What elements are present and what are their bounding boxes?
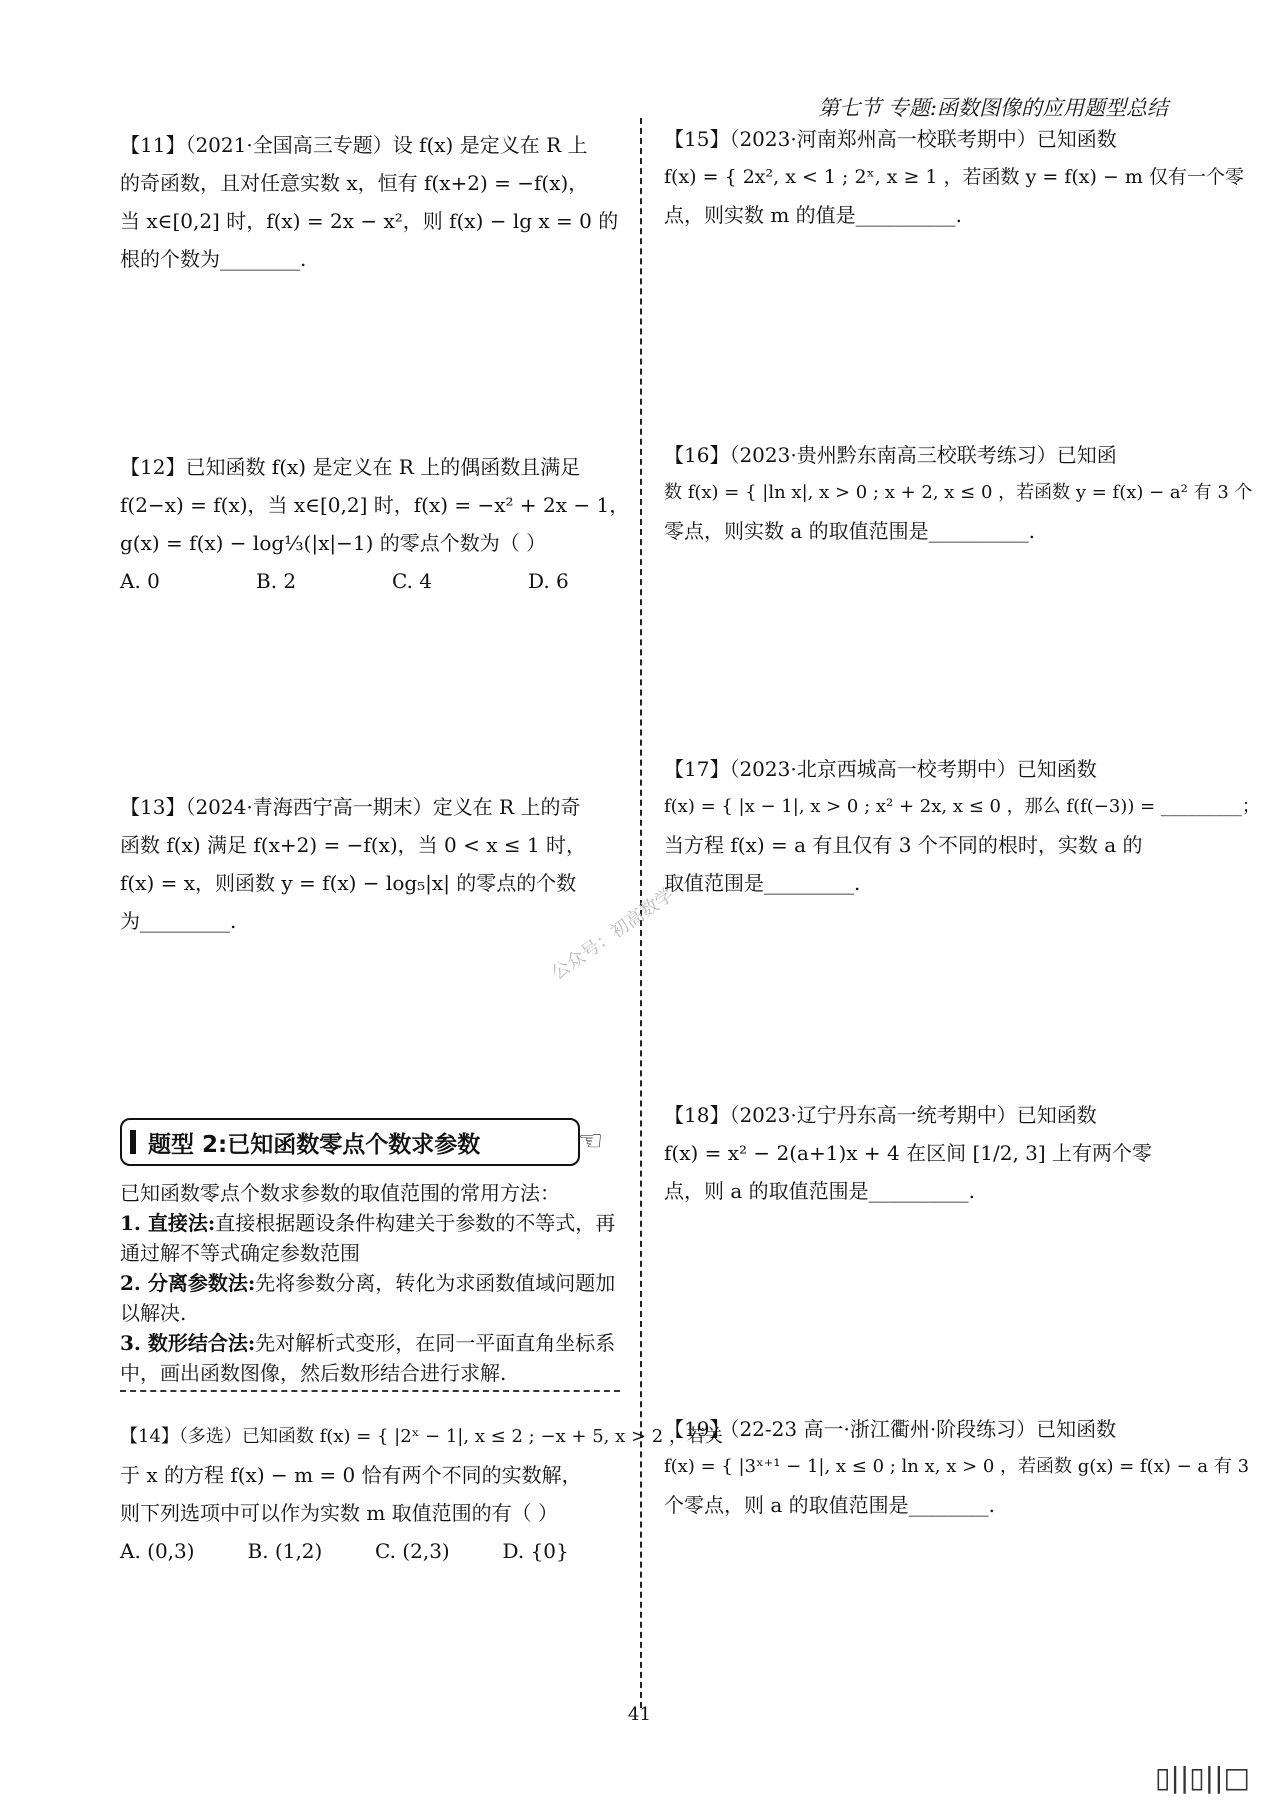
problem-19 [664,1410,1249,1524]
option-c: C. (2,3) [375,1539,450,1563]
problem-line: 【14】（多选）已知函数 f(x) = { |2ˣ − 1|, x ≤ 2 ; −x + 5, x > 2 ，若关 [120,1426,723,1447]
problem-line: 取值范围是_________. [664,871,861,895]
problem-line: f(x) = x，则函数 y = f(x) − log₅|x| 的零点的个数 [120,871,577,895]
method-block [120,1178,620,1388]
options-row [120,562,664,600]
option-c: C. 4 [392,569,433,593]
pointing-hand-icon: ☜ [578,1124,604,1157]
problem-14 [120,1418,723,1570]
watermark: 公众号：初高数学 [547,884,678,985]
problem-line: 的奇函数，且对任意实数 x，恒有 f(x+2) = −f(x)， [120,171,589,195]
problem-line: 点，则实数 m 的值是__________. [664,203,963,227]
problem-line: 零点，则实数 a 的取值范围是__________. [664,519,1035,543]
problem-line: 当方程 f(x) = a 有且仅有 3 个不同的根时，实数 a 的 [664,833,1143,857]
problem-line: 【16】（2023·贵州黔东南高三校联考练习）已知函 [664,443,1117,467]
problem-line: 个零点，则 a 的取值范围是________. [664,1493,995,1517]
page-header: 第七节 专题:函数图像的应用题型总结 [818,96,1168,120]
option-b: B. 2 [256,569,297,593]
method-2 [120,1268,620,1328]
problem-line: f(x) = x² − 2(a+1)x + 4 在区间 [1/2, 3] 上有两个零 [664,1141,1153,1165]
problem-15 [664,120,1244,234]
option-a: A. (0,3) [120,1539,195,1563]
problem-12 [120,448,664,600]
method-3-text: 先对解析式变形，在同一平面直角坐标系中，画出函数图像，然后数形结合进行求解. [120,1331,616,1385]
method-1-title: 1. 直接法: [120,1211,216,1235]
problem-line: f(x) = { |x − 1|, x > 0 ; x² + 2x, x ≤ 0 ，那么 f(f(−3)) = _________； [664,796,1260,817]
problem-line: 函数 f(x) 满足 f(x+2) = −f(x)，当 0 < x ≤ 1 时， [120,833,587,857]
logo-icon: ▯||▯||□ [1154,1761,1250,1794]
option-b: B. (1,2) [247,1539,323,1563]
problem-line: 当 x∈[0,2] 时，f(x) = 2x − x²，则 f(x) − lg x = 0 的 [120,209,619,233]
problem-line: 【12】已知函数 f(x) 是定义在 R 上的偶函数且满足 [120,455,581,479]
problem-line: f(x) = { 2x², x < 1 ; 2ˣ, x ≥ 1 ，若函数 y = f(x) − m 仅有一个零 [664,166,1244,188]
method-1-text: 直接根据题设条件构建关于参数的不等式，再通过解不等式确定参数范围 [120,1211,616,1265]
problem-line: 根的个数为________. [120,247,307,271]
problem-line: 【19】（22-23 高一·浙江衢州·阶段练习）已知函数 [664,1417,1117,1441]
option-d: D. {0} [502,1539,569,1563]
problem-line: 于 x 的方程 f(x) − m = 0 恰有两个不同的实数解， [120,1463,582,1487]
problem-line: 点，则 a 的取值范围是__________. [664,1179,975,1203]
problem-line: 【13】（2024·青海西宁高一期末）定义在 R 上的奇 [120,795,581,819]
section-title-box [120,1118,580,1166]
option-a: A. 0 [120,569,160,593]
problem-17 [664,750,1260,902]
problem-line: 【17】（2023·北京西城高一校考期中）已知函数 [664,757,1097,781]
problem-18 [664,1096,1152,1210]
problem-line: f(2−x) = f(x)，当 x∈[0,2] 时，f(x) = −x² + 2x − 1， [120,493,630,517]
method-intro: 已知函数零点个数求参数的取值范围的常用方法： [120,1181,560,1205]
problem-line: g(x) = f(x) − log⅓(|x|−1) 的零点个数为（ ） [120,531,547,555]
problem-line: 为_________. [120,909,237,933]
problem-11 [120,126,618,278]
section-bar [130,1130,136,1154]
problem-13 [120,788,586,940]
problem-16 [664,436,1253,550]
page-number: 41 [628,1704,651,1725]
problem-line: 【15】（2023·河南郑州高一校联考期中）已知函数 [664,127,1117,151]
method-divider [120,1390,620,1392]
method-2-text: 先将参数分离，转化为求函数值域问题加以解决. [120,1271,616,1325]
problem-line: 【11】（2021·全国高三专题）设 f(x) 是定义在 R 上 [120,133,588,157]
option-d: D. 6 [528,569,569,593]
method-1 [120,1208,620,1268]
problem-line: 数 f(x) = { |ln x|, x > 0 ; x + 2, x ≤ 0 ，若函数 y = f(x) − a² 有 3 个 [664,482,1253,503]
problem-line: 【18】（2023·辽宁丹东高一统考期中）已知函数 [664,1103,1097,1127]
method-2-title: 2. 分离参数法: [120,1271,256,1295]
method-3-title: 3. 数形结合法: [120,1331,256,1355]
problem-line: 则下列选项中可以作为实数 m 取值范围的有（ ） [120,1501,559,1525]
method-3 [120,1328,620,1388]
section-title: 题型 2:已知函数零点个数求参数 [148,1131,481,1158]
problem-line: f(x) = { |3ˣ⁺¹ − 1|, x ≤ 0 ; ln x, x > 0 ，若函数 g(x) = f(x) − a 有 3 [664,1456,1250,1477]
options-row [120,1532,630,1570]
